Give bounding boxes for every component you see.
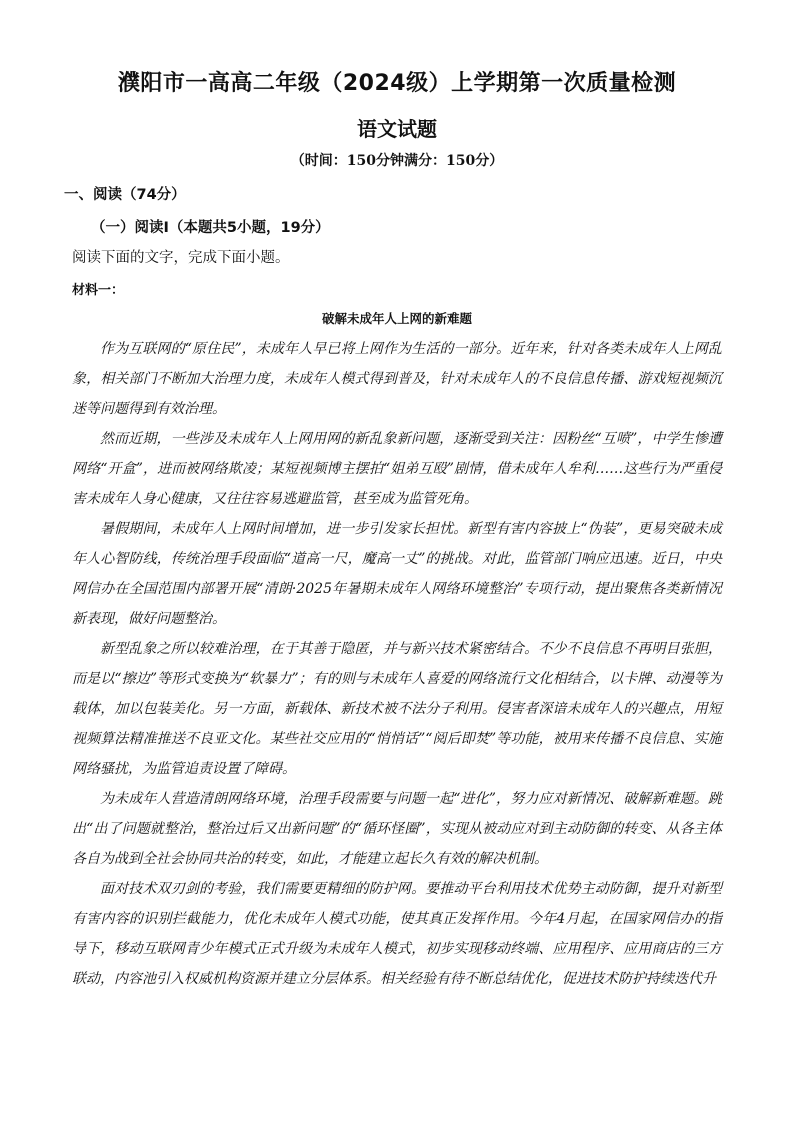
exam-meta: （时间：150分钟满分：150分） [290,153,504,169]
exam-subtitle: 语文试题 [357,117,437,141]
material-label: 材料一： [72,283,125,298]
section-heading: 一、阅读（74分） [64,187,186,203]
exam-title: 濮阳市一高高二年级（2024级）上学期第一次质量检测 [117,71,677,96]
article-paragraph: 新型乱象之所以较难治理，在于其善于隐匿，并与新兴技术紧密结合。不少不良信息不再明目张胆，而是以“擦边”等形式变换为“软暴力”；有的则与未成年人喜爱的网络流行文化相结合，以卡牌、动漫等为载体，加以包装美化。另一方面，新载体、新技术被不法分子利用。侵害者深谙未成年人的兴趣点，用短视频算法精准推送不良亚文化。某些社交应用的“悄悄话”“阅后即焚”等功能，被用来传播不良信息、实施网络骚扰，为监管追责设置了障碍。 [72,641,722,777]
article-paragraph: 为未成年人营造清朗网络环境，治理手段需要与问题一起“进化”，努力应对新情况、破解新难题。跳出“出了问题就整治，整治过后又出新问题”的“循环怪圈”，实现从被动应对到主动防御的转变、从各主体各自为战到全社会协同共治的转变，如此，才能建立起长久有效的解决机制。 [72,791,722,867]
reading-instruction: 阅读下面的文字，完成下面小题。 [72,250,290,266]
article-paragraph: 然而近期，一些涉及未成年人上网用网的新乱象新问题，逐渐受到关注：因粉丝“互喷”，中学生惨遭网络“开盒”，进而被网络欺凌；某短视频博主摆拍“姐弟互殴”剧情，借未成年人牟利……这些行为严重侵害未成年人身心健康，又往往容易逃避监管，甚至成为监管死角。 [72,431,722,507]
article-body [72,334,722,994]
article-paragraph: 作为互联网的“原住民”，未成年人早已将上网作为生活的一部分。近年来，针对各类未成年人上网乱象，相关部门不断加大治理力度，未成年人模式得到普及，针对未成年人的不良信息传播、游戏短视频沉迷等问题得到有效治理。 [72,341,722,417]
subsection-heading: （一）阅读Ⅰ（本题共5小题，19分） [91,220,330,236]
article-title: 破解未成年人上网的新难题 [321,311,472,326]
article-paragraph: 暑假期间，未成年人上网时间增加，进一步引发家长担忧。新型有害内容披上“伪装”，更易突破未成年人心智防线，传统治理手段面临“道高一尺，魔高一丈”的挑战。对此，监管部门响应迅速。近日，中央网信办在全国范围内部署开展“清朗·2025年暑期未成年人网络环境整治”专项行动，提出聚焦各类新情况新表现，做好问题整治。 [72,521,722,627]
article-paragraph: 面对技术双刃剑的考验，我们需要更精细的防护网。要推动平台利用技术优势主动防御，提升对新型有害内容的识别拦截能力，优化未成年人模式功能，使其真正发挥作用。今年4月起，在国家网信办的指导下，移动互联网青少年模式正式升级为未成年人模式，初步实现移动终端、应用程序、应用商店的三方联动，内容池引入权威机构资源并建立分层体系。相关经验有待不断总结优化，促进技术防护持续迭代升 [72,881,722,987]
